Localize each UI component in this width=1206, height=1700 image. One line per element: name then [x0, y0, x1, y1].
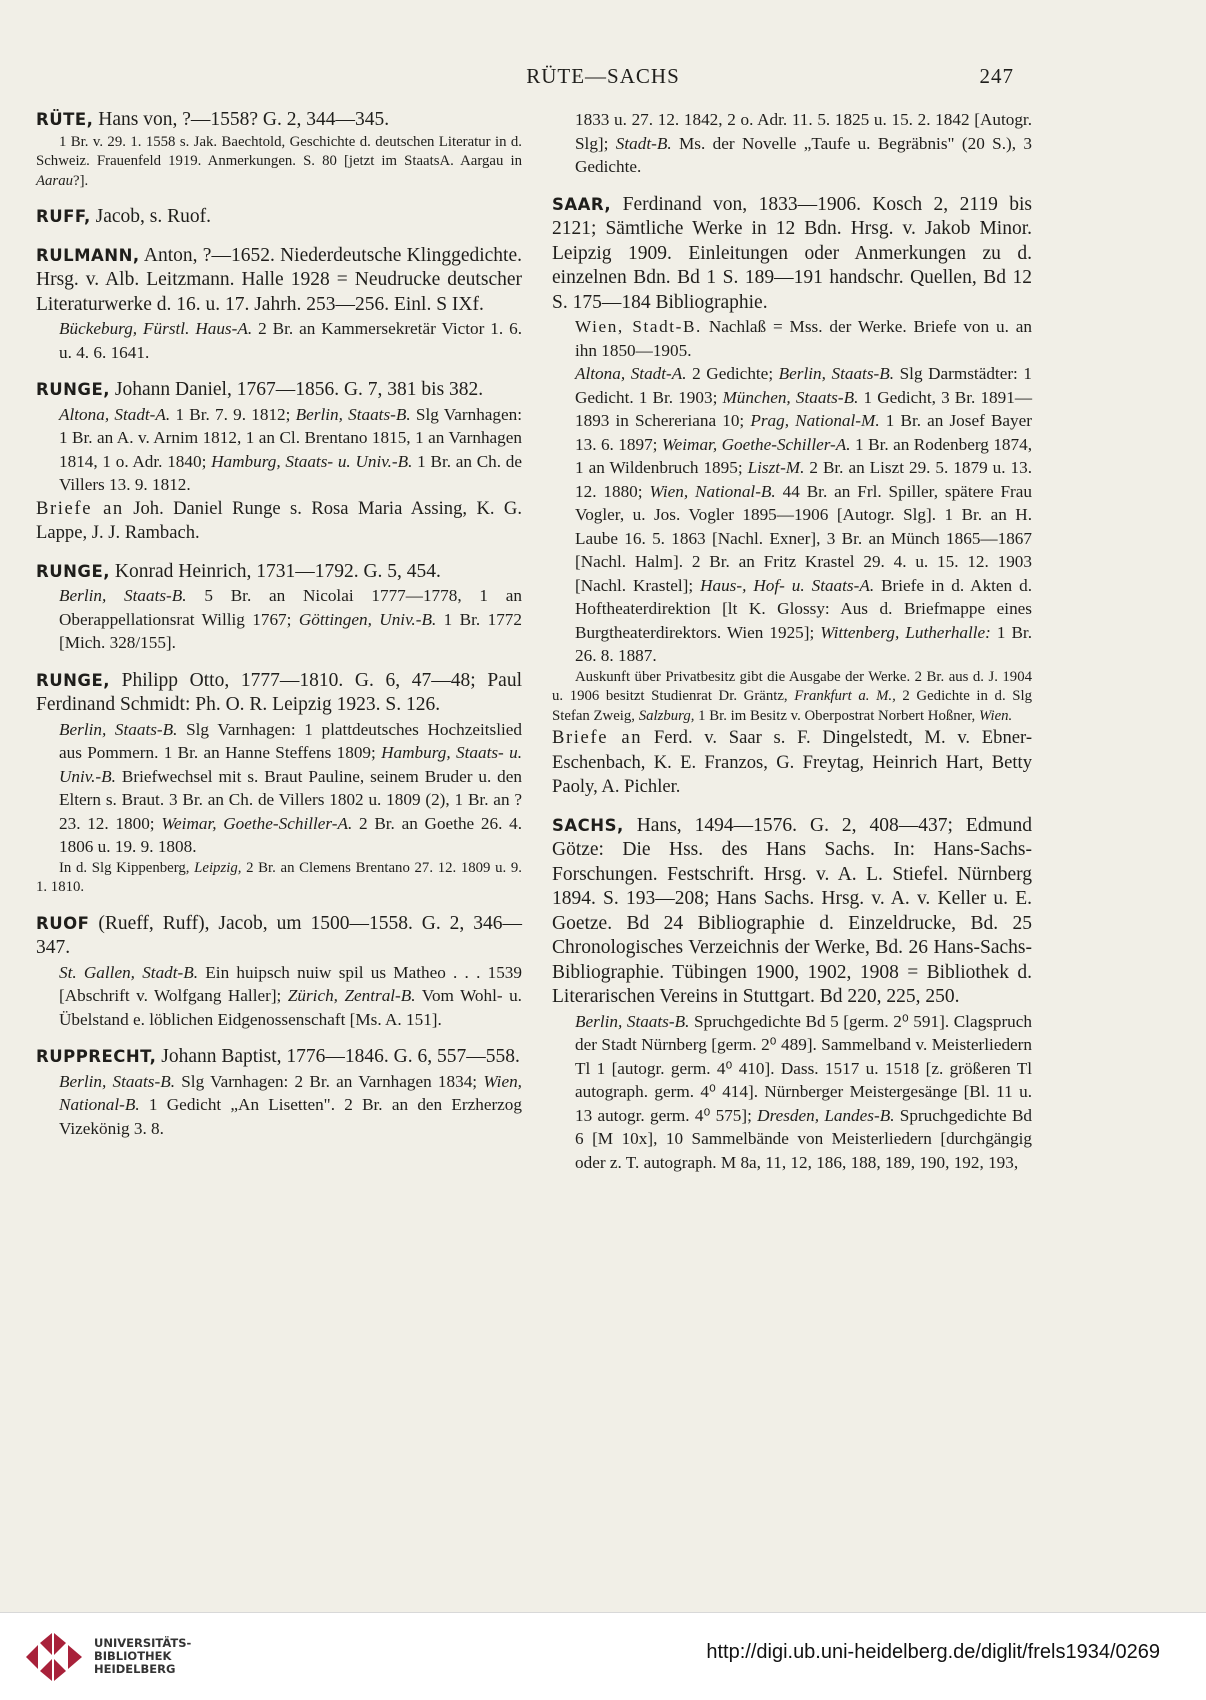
note-text: 2 Br. an Clemens Brentano 27. 12. 1809 u. 9. 1. 1810.: [36, 859, 522, 895]
note-place: Wien.: [978, 707, 1013, 724]
entry-nachlass: [552, 315, 1032, 362]
holding-text: 44 Br. an Frl. Spiller, spätere Frau Vogler, u. Jos. Vogler 1895—1906 [Autogr. Slg]. 1 Br. an H. Laube 16. 5. 1863 [Nachl. Exner], 3 Br. an Münch 1865—1867 [Nachl. Halm]. 2 Br. an Fritz Krastel 29. 4. u. 15. 12. 1903 [Nachl. Krastel];: [575, 481, 1032, 595]
entry-headword: RUPPRECHT,: [36, 1047, 157, 1066]
entry-runge-konrad: [36, 560, 522, 655]
holding-place: Göttingen, Univ.-B.: [298, 609, 437, 629]
holding-place: Berlin, Staats-B.: [778, 364, 895, 383]
entry-text: Hans, 1494—1576. G. 2, 408—437; Edmund Götze: Die Hss. des Hans Sachs. In: Hans-Sachs-Forschungen. Festschrift. Hrsg. v. A. L. Stiefel. Nürnberg 1894. S. 193—208; Hans Sachs. Hrsg. v. A. v. Keller u. E. Goetze. Bd 24 Bibliographie d. Einzeldrucke, Bd. 25 Chronologisches Verzeichnis der Werke, Bd. 26 Hans-Sachs-Bibliographie. Tübingen 1900, 1902, 1908 = Bibliothek d. Literarischen Vereins in Stuttgart. Bd 220, 225, 250.: [552, 814, 1032, 1007]
entry-letters-to: [552, 726, 1032, 800]
entry-holdings: [36, 1070, 522, 1141]
entry-holdings: [36, 403, 522, 497]
entry-text: Johann Baptist, 1776—1846. G. 6, 557—558.: [156, 1046, 520, 1067]
entry-headword: RUOF: [36, 913, 90, 933]
logo-line: HEIDELBERG: [94, 1662, 176, 1676]
nachlass-text: Nachlaß = Mss. der Werke. Briefe von u. an ihn 1850—1905.: [575, 317, 1032, 360]
entry-headword: RUNGE,: [36, 561, 110, 581]
note-text: Auskunft über Privatbesitz gibt die Ausgabe der Werke. 2 Br. aus d. J. 1904 u. 1906 besitzt Studienrat Dr. Gräntz,: [552, 668, 1032, 704]
entry-rulmann: [36, 244, 522, 365]
entry-holdings: [552, 1010, 1032, 1175]
holding-place: Weimar, Goethe-Schiller-A.: [161, 813, 353, 833]
holding-text: 2 Gedichte;: [686, 364, 779, 383]
entry-ruff: [36, 205, 522, 230]
letters-label: Briefe an: [36, 497, 124, 519]
holding-text: Slg Varnhagen: 1 plattdeutsches Hochzeitslied aus Pommern. 1 Br. an Hanne Steffens 1809;: [59, 719, 522, 762]
holding-place: St. Gallen, Stadt-B.: [59, 962, 199, 982]
entry-headword: SACHS,: [552, 815, 624, 835]
holding-text: 1 Gedicht, 3 Br. 1891—1893 in Schereriana 10;: [575, 387, 1033, 430]
entry-text: Philipp Otto, 1777—1810. G. 6, 47—48; Paul Ferdinand Schmidt: Ph. O. R. Leipzig 1923. S. 126.: [36, 669, 522, 715]
entry-rupprecht: [36, 1045, 522, 1140]
holding-place: Dresden, Landes-B.: [757, 1105, 895, 1125]
holding-text: Ein huipsch nuiw spil us Matheo . . . 1539 [Abschrift v. Wolfgang Haller];: [59, 962, 522, 1005]
entry-ruete: [36, 108, 522, 191]
holding-text: Slg Varnhagen: 2 Br. an Varnhagen 1834;: [175, 1071, 484, 1091]
holding-place: Hamburg, Staats- u. Univ.-B.: [59, 743, 523, 786]
entry-text: Anton, ?—1652. Niederdeutsche Klinggedichte. Hrsg. v. Alb. Leitzmann. Halle 1928 = Neudrucke deutscher Literaturwerke d. 16. u. 17. Jahrh. 253—256. Einl. S IXf.: [36, 244, 522, 315]
entry-letters-to: [36, 497, 522, 546]
page-number: 247: [979, 64, 1014, 88]
entry-sachs: [552, 814, 1032, 1175]
entry-text: Jacob, s. Ruof.: [90, 206, 212, 227]
holding-text: Slg Darmstädter: 1 Gedicht. 1 Br. 1903;: [575, 364, 1032, 407]
letters-text: Joh. Daniel Runge s. Rosa Maria Assing, K. G. Lappe, J. J. Rambach.: [36, 497, 523, 543]
page-header: [0, 64, 1206, 94]
entry-holdings: [36, 718, 522, 859]
holding-place: Prag, National-M.: [750, 411, 880, 430]
entry-text: (Rueff, Ruff), Jacob, um 1500—1558. G. 2, 346—347.: [36, 912, 522, 958]
holding-place: Hamburg, Staats- u. Univ.-B.: [211, 451, 413, 471]
holding-text: 5 Br. an Nicolai 1777—1778, 1 an Oberappellationsrat Willig 1767;: [59, 586, 522, 629]
university-seal-icon: [24, 1631, 84, 1683]
running-title: RÜTE—SACHS: [526, 64, 680, 88]
note-place: Salzburg,: [638, 707, 695, 724]
entry-note: [36, 859, 522, 898]
holding-text: 1 Br. an Rodenberg 1874, 1 an Wildenbruch 1895;: [575, 434, 1033, 477]
holding-text: 2 Br. an Goethe 26. 4. 1806 u. 19. 9. 1808.: [59, 813, 523, 856]
holding-place: Liszt-M.: [747, 458, 805, 477]
entry-note: [552, 668, 1032, 727]
holding-place: Berlin, Staats-B.: [59, 586, 187, 605]
library-logo-text: [94, 1637, 191, 1676]
logo-line: BIBLIOTHEK: [94, 1649, 172, 1663]
nachlass-place: Wien, Stadt-B.: [575, 317, 702, 336]
logo-line: UNIVERSITÄTS-: [94, 1636, 192, 1650]
holding-place: Wien, National-B.: [59, 1071, 522, 1114]
holding-place: München, Staats-B.: [722, 387, 859, 407]
holding-text: 1833 u. 27. 12. 1842, 2 o. Adr. 11. 5. 1825 u. 15. 2. 1842 [Autogr. Slg];: [575, 110, 1032, 153]
holding-place: Weimar, Goethe-Schiller-A.: [661, 434, 851, 454]
letters-label: Briefe an: [552, 727, 643, 748]
entry-holdings: [36, 584, 522, 655]
holding-text: 1 Br. 1772 [Mich. 328/155].: [59, 609, 522, 652]
note-place: Leipzig,: [194, 859, 242, 876]
entry-saar: [552, 193, 1032, 800]
entry-holdings: [36, 317, 522, 364]
holding-text: 1 Br. 7. 9. 1812;: [170, 404, 296, 424]
entry-ruof: [36, 912, 522, 1032]
entry-headword: RÜTE,: [36, 110, 94, 129]
holding-place: Berlin, Staats-B.: [59, 1071, 176, 1091]
holding-text: 1 Br. an Josef Bayer 13. 6. 1897;: [575, 411, 1032, 454]
letters-text: Ferd. v. Saar s. F. Dingelstedt, M. v. Ebner-Eschenbach, K. E. Franzos, G. Freytag, Heinrich Hart, Betty Paoly, A. Pichler.: [552, 727, 1033, 797]
entry-holdings: [552, 362, 1032, 668]
entry-holdings: [552, 108, 1032, 179]
permalink-url[interactable]: http://digi.ub.uni-heidelberg.de/diglit/frels1934/0269: [706, 1641, 1160, 1663]
entry-headword: RUFF,: [36, 207, 91, 226]
note-text: 1 Br. im Besitz v. Oberpostrat Norbert Hoßner,: [694, 707, 979, 724]
holding-text: Spruchgedichte Bd 5 [germ. 2⁰ 591]. Clagspruch der Stadt Nürnberg [germ. 2⁰ 489]. Sammelband v. Meisterliedern Tl 1 [autogr. germ. 4⁰ 410]. Dass. 1517 u. 1518 [z. größeren Tl autograph. germ. 4⁰ 414]. Nürnberger Meistergesänge [Bl. 11 u. 13 autogr. germ. 4⁰ 575];: [575, 1011, 1032, 1125]
holding-place: Berlin, Staats-B.: [295, 404, 411, 424]
entry-text: Konrad Heinrich, 1731—1792. G. 5, 454.: [110, 560, 441, 582]
holding-place: Haus-, Hof- u. Staats-A.: [700, 575, 875, 595]
entry-text: Johann Daniel, 1767—1856. G. 7, 381 bis 382.: [110, 379, 484, 400]
entry-headword: RUNGE,: [36, 380, 110, 399]
holding-place: Berlin, Staats-B.: [575, 1011, 690, 1031]
entry-continuation: [552, 108, 1032, 179]
entry-runge-philipp: [36, 669, 522, 898]
holding-place: Stadt-B.: [615, 133, 672, 153]
holding-text: 2 Br. an Liszt 29. 5. 1879 u. 13. 12. 1880;: [575, 458, 1032, 501]
note-text: 1 Br. v. 29. 1. 1558 s. Jak. Baechtold, Geschichte d. deutschen Literatur in d. Schweiz. Frauenfeld 1919. Anmerkungen. S. 80 [jetzt im StaatsA. Aargau in: [36, 133, 522, 169]
note-text: 2 Gedichte in d. Slg Stefan Zweig,: [552, 688, 1032, 724]
entry-headword: SAAR,: [552, 194, 612, 214]
holding-text: 2 Br. an Kammersekretär Victor 1. 6. u. 4. 6. 1641.: [59, 319, 522, 362]
note-place: Aarau: [36, 172, 73, 189]
left-column: [36, 108, 522, 1154]
holding-text: Spruchgedichte Bd 6 [M 10x], 10 Sammelbände von Meisterliedern [durchgängig oder z. T. autograph. M 8a, 11, 12, 186, 188, 189, 190, 192, 193,: [575, 1105, 1032, 1172]
entry-headword: RUNGE,: [36, 670, 110, 690]
entry-text: Ferdinand von, 1833—1906. Kosch 2, 2119 bis 2121; Sämtliche Werke in 12 Bdn. Hrsg. v. Jakob Minor. Leipzig 1909. Einleitungen oder Anmerkungen zu d. einzelnen Bdn. Bd 1 S. 189—191 handschr. Quellen, Bd 12 S. 175—184 Bibliographie.: [552, 193, 1032, 313]
holding-place: Zürich, Zentral-B.: [287, 986, 416, 1005]
holding-text: 1 Br. 26. 8. 1887.: [575, 622, 1032, 665]
entry-headword: RULMANN,: [36, 245, 140, 265]
holding-text: 1 Br. an Ch. de Villers 13. 9. 1812.: [59, 451, 522, 494]
holding-text: 1 Gedicht „An Lisetten". 2 Br. an den Erzherzog Vizekönig 3. 8.: [59, 1095, 522, 1138]
note-place: Frankfurt a. M.,: [794, 688, 896, 704]
holding-place: Altona, Stadt-A.: [59, 404, 171, 424]
entry-text: Hans von, ?—1558? G. 2, 344—345.: [93, 109, 390, 130]
note-text: In d. Slg Kippenberg,: [59, 859, 195, 876]
viewer-footer: [0, 1612, 1206, 1700]
holding-text: Ms. der Novelle „Taufe u. Begräbnis" (20 S.), 3 Gedichte.: [575, 133, 1032, 176]
holding-text: Slg Varnhagen: 1 Br. an A. v. Arnim 1812, 1 an Cl. Brentano 1815, 1 an Varnhagen 1814, 1 o. Adr. 1840;: [59, 404, 523, 471]
holding-place: Bückeburg, Fürstl. Haus-A.: [59, 319, 253, 338]
holding-place: Wien, National-B.: [649, 481, 776, 501]
entry-note: [36, 133, 522, 192]
note-text: ?].: [73, 172, 89, 189]
holding-place: Altona, Stadt-A.: [575, 364, 687, 383]
holding-text: Briefwechsel mit s. Braut Pauline, seinem Bruder u. den Eltern s. Braut. 3 Br. an Ch. de Villers 1802 u. 1809 (2), 1 Br. an ? 23. 12. 1800;: [59, 766, 522, 833]
holding-text: Briefe in d. Akten d. Hoftheaterdirektion [lt K. Glossy: Aus d. Briefmappe eines Burgtheaterdirektors. Wien 1925];: [575, 575, 1032, 642]
holding-place: Berlin, Staats-B.: [59, 719, 178, 739]
right-column: [552, 108, 1032, 1188]
holding-place: Wittenberg, Lutherhalle:: [820, 622, 991, 642]
entry-runge-johann: [36, 378, 522, 546]
entry-holdings: [36, 961, 522, 1032]
holding-text: Vom Wohl- u. Übelstand e. löblichen Eidgenossenschaft [Ms. A. 151].: [59, 986, 522, 1029]
